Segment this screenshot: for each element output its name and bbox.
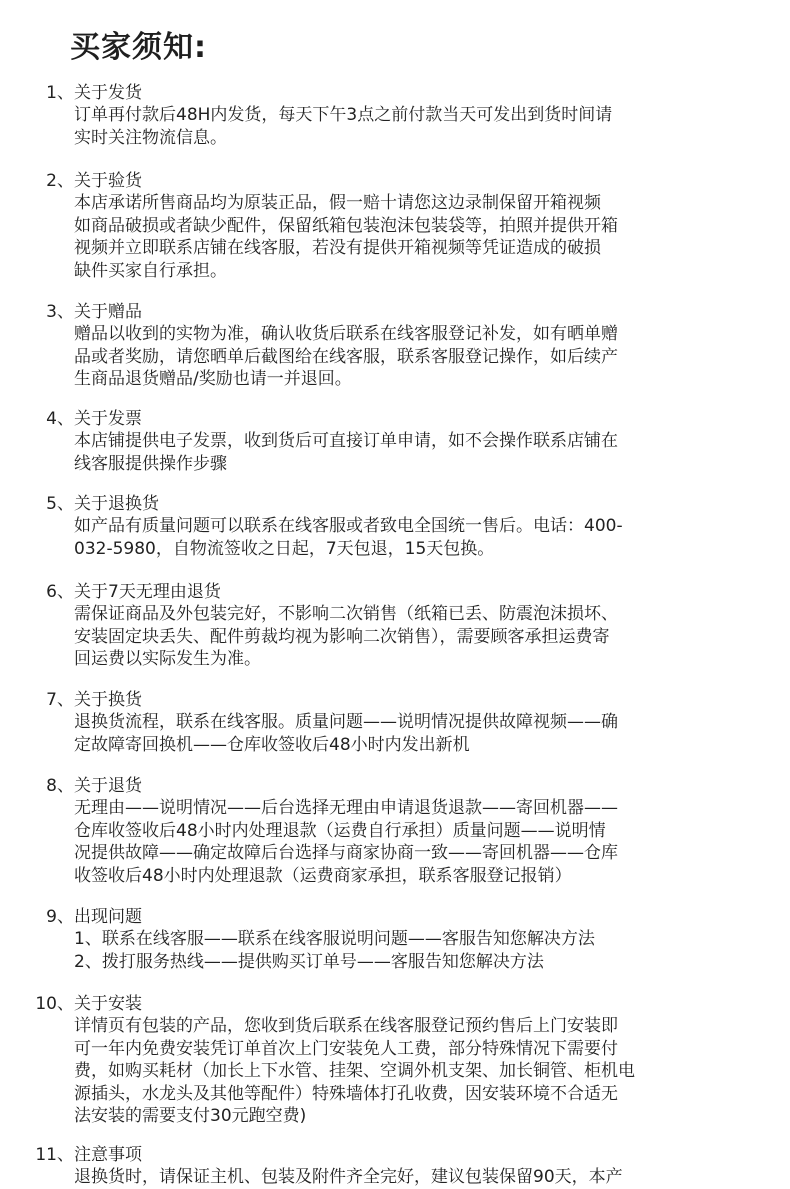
notice-line: 详情页有包装的产品，您收到货后联系在线客服登记预约售后上门安装即 — [74, 1016, 618, 1036]
notice-body — [74, 928, 734, 973]
notice-line: 可一年内免费安装凭订单首次上门安装免人工费，部分特殊情况下需要付 — [74, 1038, 618, 1059]
notice-number: 8、 — [46, 776, 74, 796]
notice-line: 无理由——说明情况——后台选择无理由申请退货退款——寄回机器—— — [74, 798, 618, 818]
notice-number: 11、 — [35, 1145, 74, 1165]
page-title: 买家须知: — [70, 30, 207, 65]
notice-line: 视频并立即联系店铺在线客服，若没有提供开箱视频等凭证造成的破损 — [74, 238, 601, 258]
notice-line: 退换货流程，联系在线客服。质量问题——说明情况提供故障视频——确 — [74, 712, 618, 732]
notice-line: 生商品退货赠品/奖励也请一并退回。 — [74, 369, 352, 389]
notice-body — [74, 603, 734, 671]
notice-line: 退换货时，请保证主机、包装及附件齐全完好，建议包装保留90天，本产 — [74, 1167, 623, 1187]
notice-title: 关于验货 — [74, 171, 142, 191]
notice-line: 032-5980，自物流签收之日起，7天包退，15天包换。 — [74, 538, 495, 559]
notice-title: 出现问题 — [74, 907, 142, 927]
notice-title: 关于发货 — [74, 83, 142, 103]
notice-title: 关于退货 — [74, 776, 142, 796]
notice-body — [74, 192, 734, 282]
notice-body — [74, 104, 734, 149]
notice-number: 10、 — [35, 994, 74, 1014]
notice-title: 关于退换货 — [74, 494, 159, 514]
notice-body — [74, 711, 734, 756]
notice-body — [74, 1015, 734, 1128]
notice-number: 2、 — [46, 171, 74, 191]
notice-title: 关于发票 — [74, 409, 142, 429]
notice-number: 3、 — [46, 302, 74, 322]
notice-number: 5、 — [46, 494, 74, 514]
notice-line: 1、联系在线客服——联系在线客服说明问题——客服告知您解决方法 — [74, 929, 595, 949]
notice-line: 本店铺提供电子发票，收到货后可直接订单申请，如不会操作联系店铺在 — [74, 431, 618, 451]
notice-line: 况提供故障——确定故障后台选择与商家协商一致——寄回机器——仓库 — [74, 843, 618, 863]
notice-line: 定故障寄回换机——仓库收签收后48小时内发出新机 — [74, 734, 470, 755]
notice-line: 安装固定块丢失、配件剪裁均视为影响二次销售），需要顾客承担运费寄 — [74, 626, 610, 647]
notice-line: 本店承诺所售商品均为原装正品，假一赔十请您这边录制保留开箱视频 — [74, 193, 601, 213]
notice-line: 赠品以收到的实物为准，确认收货后联系在线客服登记补发，如有晒单赠 — [74, 324, 618, 344]
notice-line: 费，如购买耗材（加长上下水管、挂架、空调外机支架、加长铜管、柜机电 — [74, 1061, 635, 1081]
notice-title: 关于赠品 — [74, 302, 142, 322]
notice-line: 仓库收签收后48小时内处理退款（运费自行承担）质量问题——说明情 — [74, 820, 606, 841]
notice-line: 线客服提供操作步骤 — [74, 453, 227, 474]
notice-line: 如商品破损或者缺少配件，保留纸箱包装泡沫包装袋等，拍照并提供开箱 — [74, 215, 618, 236]
notice-number: 4、 — [46, 409, 74, 429]
notice-line: 需保证商品及外包装完好，不影响二次销售（纸箱已丢、防震泡沫损坏、 — [74, 604, 618, 624]
notice-body — [74, 323, 734, 391]
notice-title: 关于安装 — [74, 994, 142, 1014]
notice-number: 6、 — [46, 582, 74, 602]
notice-line: 如产品有质量问题可以联系在线客服或者致电全国统一售后。电话：400- — [74, 516, 623, 536]
notice-body — [74, 515, 734, 560]
notice-title: 关于换货 — [74, 690, 142, 710]
notice-line: 订单再付款后48H内发货，每天下午3点之前付款当天可发出到货时间请 — [74, 105, 613, 125]
notice-line: 回运费以实际发生为准。 — [74, 649, 261, 669]
notice-line: 缺件买家自行承担。 — [74, 260, 227, 281]
notice-number: 9、 — [46, 907, 74, 927]
notice-line: 收签收后48小时内处理退款（运费商家承担，联系客服登记报销） — [74, 865, 572, 886]
notice-line: 实时关注物流信息。 — [74, 127, 227, 148]
notice-title: 注意事项 — [74, 1145, 142, 1165]
notice-body — [74, 430, 734, 475]
notice-line: 品或者奖励，请您晒单后截图给在线客服，联系客服登记操作，如后续产 — [74, 346, 618, 367]
notice-line: 源插头，水龙头及其他等配件）特殊墙体打孔收费，因安装环境不合适无 — [74, 1083, 618, 1104]
notice-body — [74, 1166, 734, 1189]
notice-number: 1、 — [46, 83, 74, 103]
notice-number: 7、 — [46, 690, 74, 710]
notice-title: 关于7天无理由退货 — [74, 582, 221, 602]
notice-body — [74, 797, 734, 887]
notice-line: 法安装的需要支付30元跑空费) — [74, 1106, 307, 1126]
notice-line: 2、拨打服务热线——提供购买订单号——客服告知您解决方法 — [74, 951, 544, 972]
